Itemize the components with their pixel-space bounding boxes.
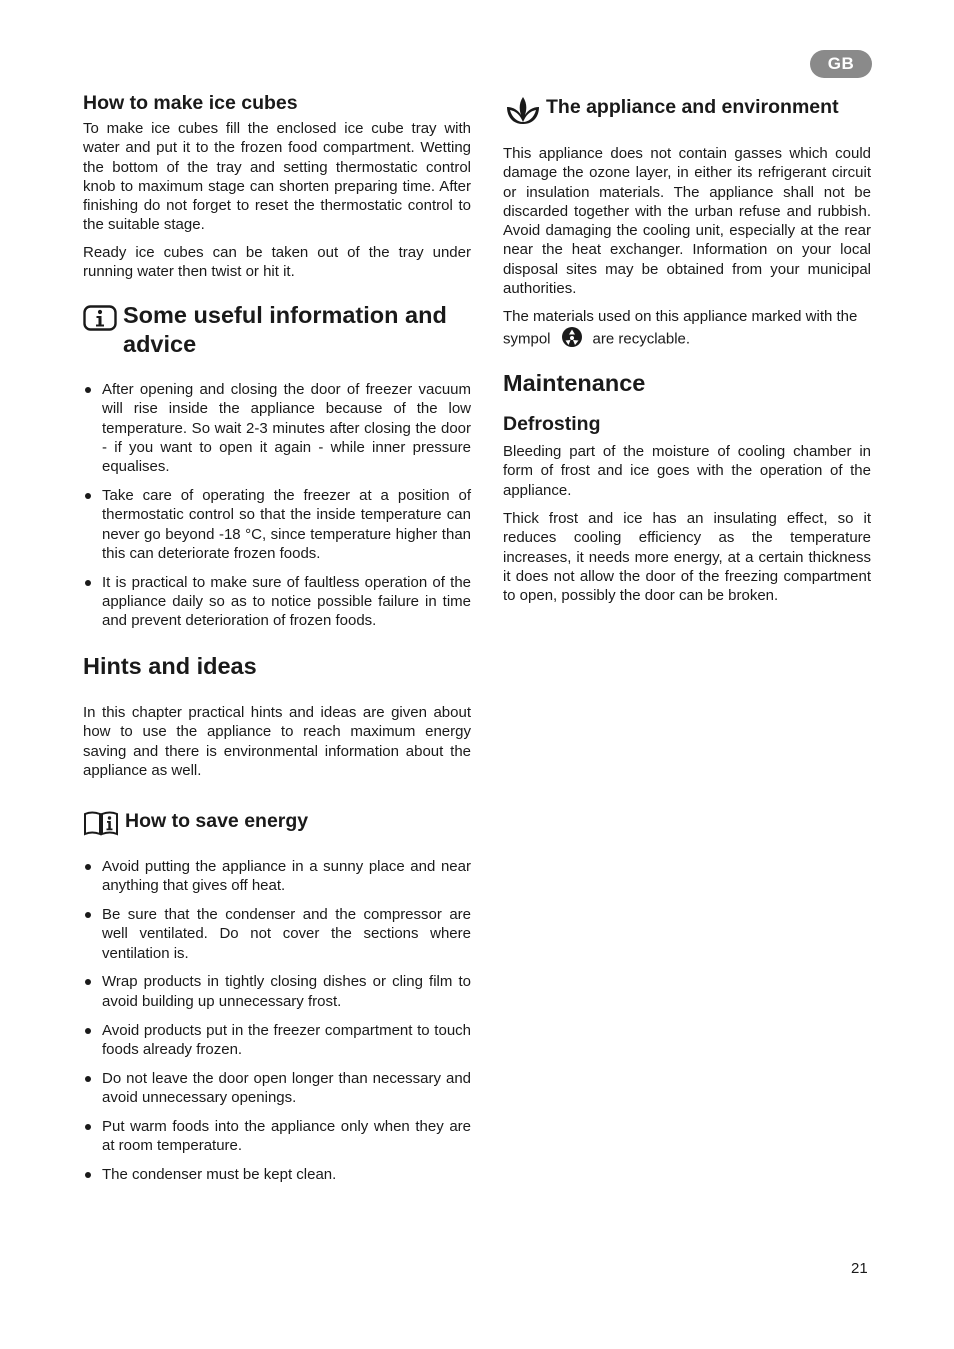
list-item: Do not leave the door open longer than necessary and avoid unnecessary openings. bbox=[83, 1069, 471, 1108]
save-energy-list bbox=[83, 857, 471, 1194]
recycle-text-after: are recyclable. bbox=[592, 330, 691, 348]
list-item: Wrap products in tightly closing dishes or cling film to avoid building up unnecessary frost. bbox=[83, 972, 471, 1011]
environment-paragraph-2 bbox=[503, 307, 871, 354]
list-item: The condenser must be kept clean. bbox=[83, 1165, 471, 1184]
ice-cubes-heading: How to make ice cubes bbox=[83, 92, 298, 114]
list-item: Avoid putting the appliance in a sunny place and near anything that gives off heat. bbox=[83, 857, 471, 896]
list-item: Avoid products put in the freezer compartment to touch foods already frozen. bbox=[83, 1021, 471, 1060]
list-item: Put warm foods into the appliance only when they are at room temperature. bbox=[83, 1117, 471, 1156]
hints-heading: Hints and ideas bbox=[83, 653, 257, 679]
environment-paragraph-1: This appliance does not contain gasses which could damage the ozone layer, in either its refrigerant circuit or insulation materials. The appliance shall not be discarded together with the urban refuse and rubbish. Avoid damaging the cooling unit, especially at the rear near the heat exchanger. Information on your local disposal sites may be obtained from your municipal authorities. bbox=[503, 145, 871, 298]
recycle-text-before: The materials used on this appliance marked with the sympol bbox=[503, 308, 858, 348]
defrosting-heading: Defrosting bbox=[503, 413, 601, 435]
useful-info-list bbox=[83, 380, 471, 640]
maintenance-heading: Maintenance bbox=[503, 370, 646, 396]
list-item: After opening and closing the door of freezer vacuum will rise inside the appliance because of the low temperature. So wait 2-3 minutes after closing the door - if you want to open it again - while inner pressure equalises. bbox=[83, 380, 471, 476]
hints-paragraph: In this chapter practical hints and ideas are given about how to use the appliance to reach maximum energy saving and there is environmental information about the appliance as well. bbox=[83, 704, 471, 779]
useful-info-heading: Some useful information and advice bbox=[123, 302, 447, 357]
list-item: It is practical to make sure of faultless operation of the appliance daily so as to notice possible failure in time and prevent deterioration of frozen foods. bbox=[83, 573, 471, 631]
save-energy-heading: How to save energy bbox=[125, 810, 309, 832]
save-energy-header bbox=[83, 809, 471, 841]
ice-cubes-paragraph-1: To make ice cubes fill the enclosed ice cube tray with water and put it to the frozen food compartment. Wetting the bottom of the tray and setting thermostatic control knob to maximum stage can shorten preparing time. After finishing do not forget to reset the thermostatic control to the suitable stage. bbox=[83, 120, 471, 234]
environment-header bbox=[503, 95, 871, 130]
page-number: 21 bbox=[851, 1260, 868, 1277]
defrosting-paragraph-1: Bleeding part of the moisture of cooling chamber in form of frost and ice goes with the operation of the appliance. bbox=[503, 443, 871, 499]
recycle-icon bbox=[561, 326, 583, 353]
info-icon bbox=[83, 305, 117, 336]
useful-info-header bbox=[83, 301, 471, 359]
plant-leaf-icon bbox=[506, 95, 540, 130]
list-item: Be sure that the condenser and the compressor are well ventilated. Do not cover the sections where ventilation is. bbox=[83, 905, 471, 963]
book-info-icon bbox=[83, 810, 119, 841]
ice-cubes-paragraph-2: Ready ice cubes can be taken out of the tray under running water then twist or hit it. bbox=[83, 244, 471, 281]
list-item: Take care of operating the freezer at a position of thermostatic control so that the inside temperature can never go beyond -18 °C, since temperature higher than this can deteriorate frozen foods. bbox=[83, 486, 471, 563]
defrosting-paragraph-2: Thick frost and ice has an insulating effect, so it reduces cooling efficiency as the temperature increases, it needs more energy, at a certain thickness it does not allow the door of the freezing compartment to open, possibly the door can be broken. bbox=[503, 510, 871, 605]
language-badge: GB bbox=[810, 50, 872, 78]
environment-heading: The appliance and environment bbox=[546, 96, 839, 118]
